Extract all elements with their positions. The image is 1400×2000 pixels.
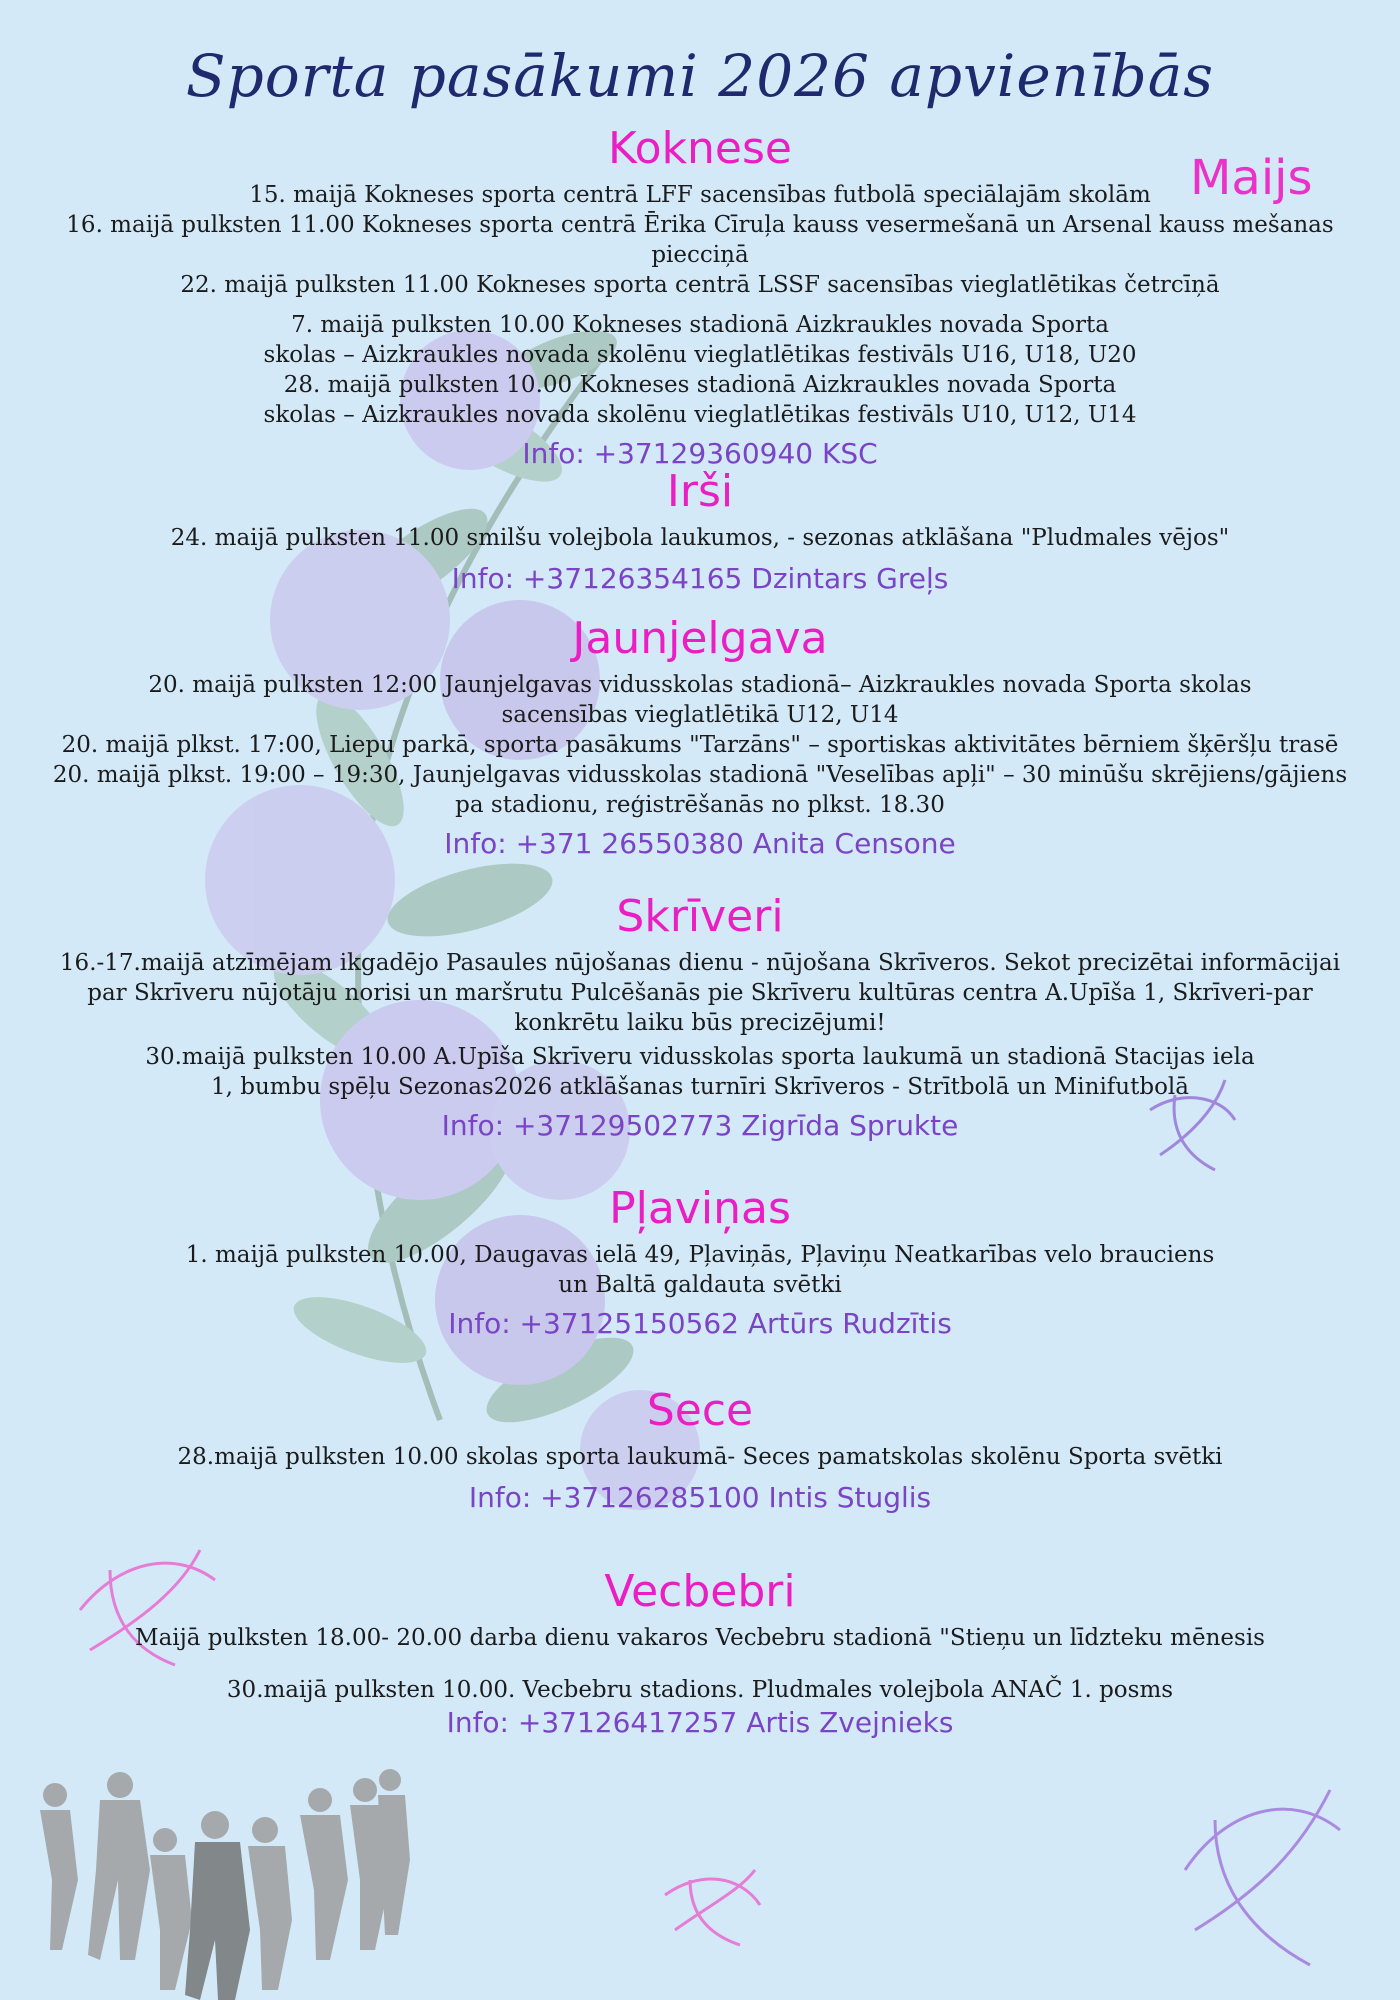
section-heading: Koknese [607,123,792,174]
poster-title: Sporta pasākumi 2026 apvienībās [185,42,1215,110]
event-item: Maijā pulksten 18.00- 20.00 darba dienu vakaros Vecbebru stadionā "Stieņu un līdzteku mēnesis [135,1625,1265,1651]
event-item: 1. maijā pulksten 10.00, Daugavas ielā 49, Pļaviņās, Pļaviņu Neatkarības velo brauciens un Baltā galdauta svētki [185,1242,1215,1298]
contact-info: Info: +371 26550380 Anita Censone [444,827,956,860]
section-sece [40,1384,1360,1516]
contact-info: Info: +37129360940 KSC [522,437,878,470]
event-item: 20. maijā pulksten 12:00 Jaunjelgavas vidusskolas stadionā– Aizkraukles novada Sporta skolas sacensības vieglatlētikā U12, U14 [148,672,1252,728]
event-list [40,1240,1360,1300]
event-item: 20. maijā plkst. 19:00 – 19:30, Jaunjelgavas vidusskolas stadionā "Veselības apļi" – 30 minūšu skrējiens/gājiens pa stadionu, reģistrēšanās no plkst. 18.30 [52,762,1348,818]
event-item: 22. maijā pulksten 11.00 Kokneses sporta centrā LSSF sacensības vieglatlētikas četrcīņā [180,272,1220,298]
event-list [40,948,1360,1102]
section-heading: Sece [646,1385,754,1436]
section-heading: Pļaviņas [609,1183,791,1234]
section-irsi [40,465,1360,597]
section-heading: Skrīveri [616,891,784,942]
event-item: 24. maijā pulksten 11.00 smilšu volejbola laukumos, - sezonas atklāšana "Pludmales vējos" [170,525,1230,551]
contact-info: Info: +37126354165 Dzintars Greļs [451,562,949,595]
section-koknese [40,122,1360,472]
contact-info: Info: +37125150562 Artūrs Rudzītis [448,1307,952,1340]
event-list [40,1623,1360,1705]
section-vecbebri [40,1565,1360,1741]
contact-info: Info: +37126285100 Intis Stuglis [468,1481,932,1514]
section-jaunjelgava [40,612,1360,862]
contact-info: Info: +37126417257 Artis Zvejnieks [446,1706,954,1739]
event-item: 20. maijā plkst. 17:00, Liepu parkā, sporta pasākums "Tarzāns" – sportiskas aktivitātes bērniem šķēršļu trasē [61,732,1339,758]
event-item: 16.-17.maijā atzīmējam ikgadējo Pasaules nūjošanas dienu - nūjošana Skrīveros. Sekot precizētai informācijai par Skrīveru nūjotāju norisi un maršrutu Pulcēšanās pie Skrīveru kultūras centra A.Upīša 1, Skrīveri-par konkrētu laiku būs precizējumi! [59,950,1341,1036]
section-heading: Jaunjelgava [572,613,828,664]
event-item: 30.maijā pulksten 10.00 A.Upīša Skrīveru vidusskolas sporta laukumā un stadionā Stacijas iela 1, bumbu spēļu Sezonas2026 atklāšanas turnīri Skrīveros - Strītbolā un Minifutbolā [145,1044,1255,1100]
section-heading: Irši [666,466,734,517]
event-item: 30.maijā pulksten 10.00. Vecbebru stadions. Pludmales volejbola ANAČ 1. posms [226,1677,1174,1703]
contact-info: Info: +37129502773 Zigrīda Sprukte [441,1109,959,1142]
event-list [40,1442,1360,1472]
event-item: 16. maijā pulksten 11.00 Kokneses sporta centrā Ērika Cīruļa kauss vesermešanā un Arsenal kauss mešanas piecciņā [66,212,1334,268]
section-skriveri [40,890,1360,1144]
month-label: Maijs [1190,150,1313,206]
event-item: 28. maijā pulksten 10.00 Kokneses stadionā Aizkraukles novada Sporta skolas – Aizkraukles novada skolēnu vieglatlētikas festivāls U10, U12, U14 [263,372,1137,428]
event-list [40,670,1360,820]
section-plavinas [40,1182,1360,1342]
section-heading: Vecbebri [604,1566,796,1617]
event-item: 15. maijā Kokneses sporta centrā LFF sacensības futbolā speciālajām skolām [249,182,1151,208]
event-list [40,523,1360,553]
event-item: 7. maijā pulksten 10.00 Kokneses stadionā Aizkraukles novada Sporta skolas – Aizkraukles novada skolēnu vieglatlētikas festivāls U16, U18, U20 [263,312,1137,368]
event-list [40,180,1360,430]
event-item: 28.maijā pulksten 10.00 skolas sporta laukumā- Seces pamatskolas skolēnu Sporta svētki [177,1444,1223,1470]
